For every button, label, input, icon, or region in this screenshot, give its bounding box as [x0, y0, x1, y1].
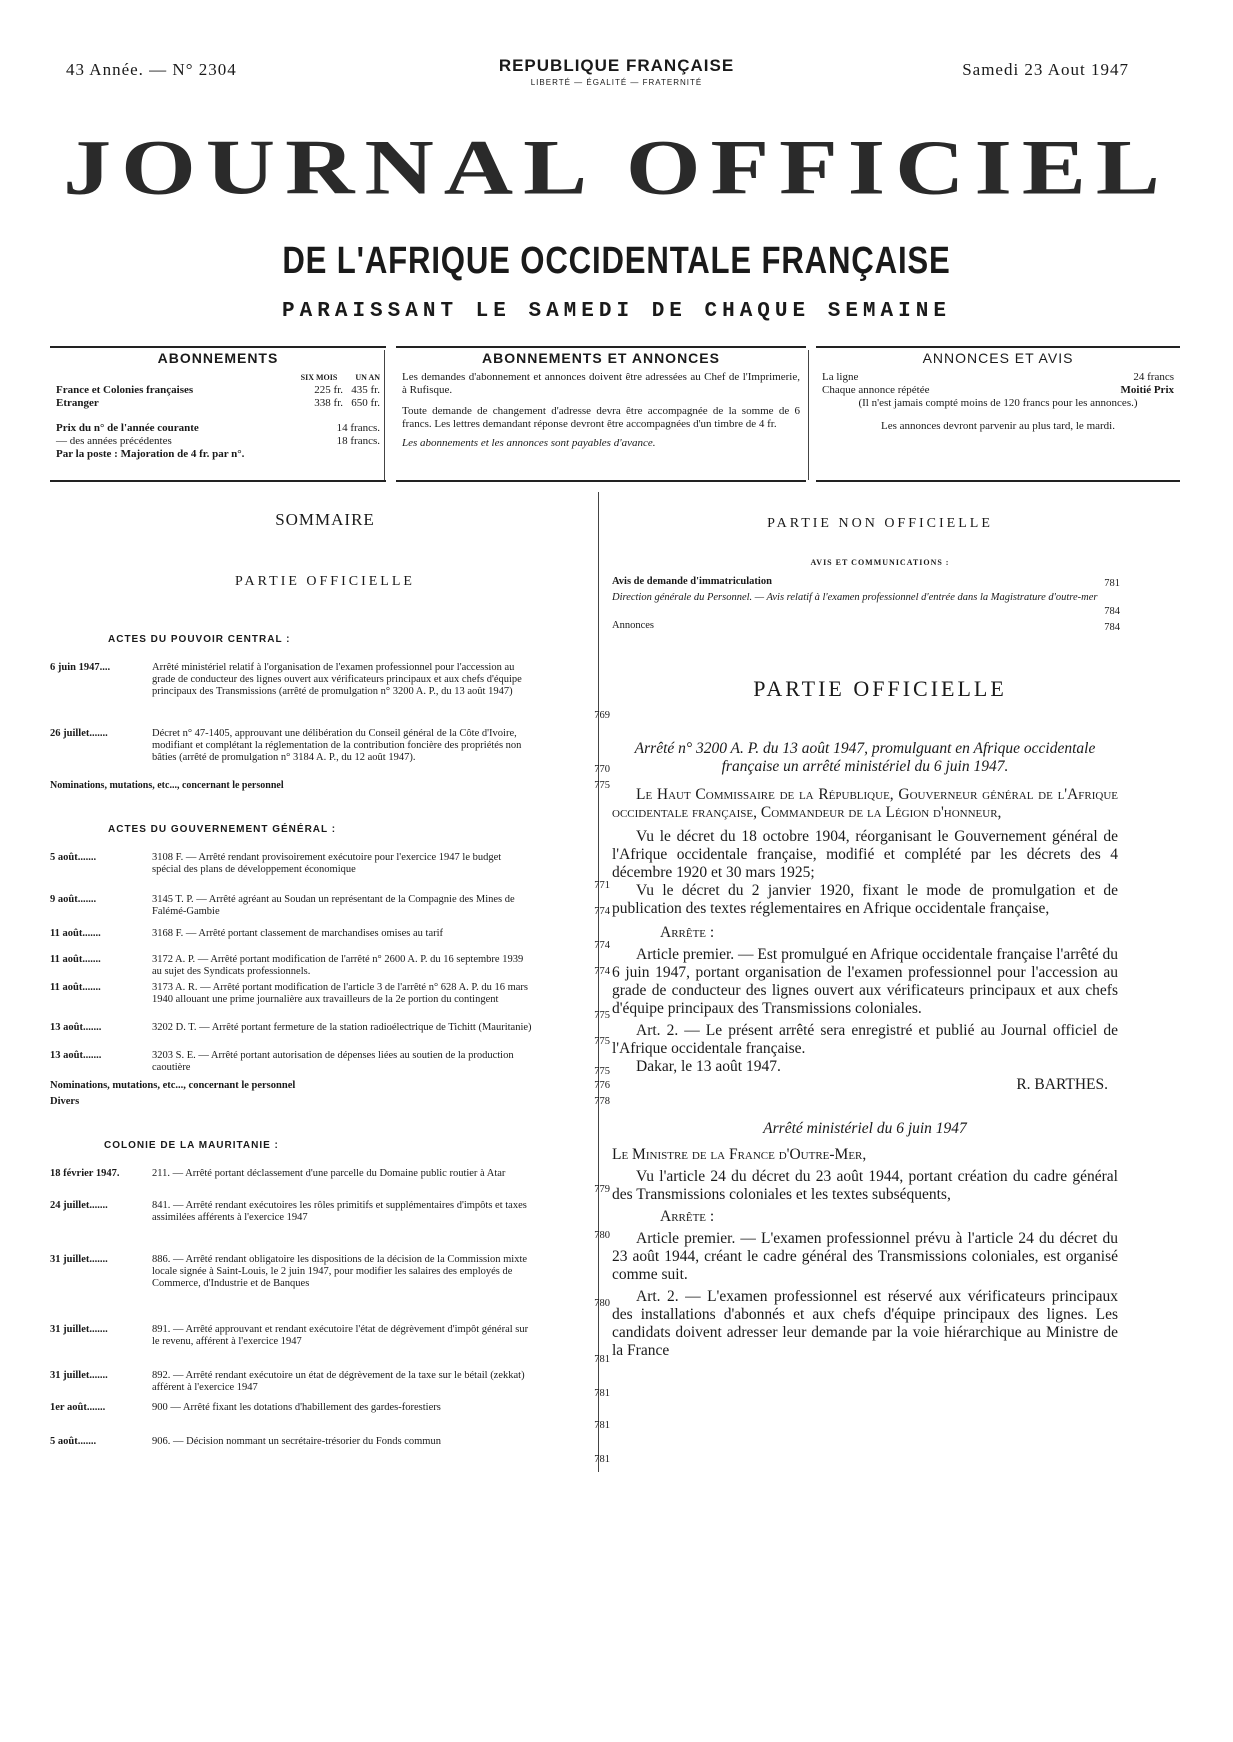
entry-page: 781	[594, 1388, 610, 1399]
entry-date: 6 juin 1947....	[50, 662, 111, 673]
entry-text: 841. — Arrêté rendant exécutoires les rôles primitifs et supplémentaires d'impôts et taxes assimilées afférents à l'exercice 1947	[152, 1200, 527, 1223]
entry-page: 775	[594, 1036, 610, 1047]
col-six-months: SIX MOIS	[300, 373, 338, 382]
entry-text: 892. — Arrêté rendant exécutoire un état de dégrèvement de la taxe sur le bétail (zekkat) afférent à l'exercice 1947	[152, 1370, 525, 1393]
entry-page: 776	[594, 1080, 610, 1091]
dakar-date: Dakar, le 13 août 1947.	[636, 1058, 781, 1075]
price-previous-value: 18 francs.	[336, 435, 380, 447]
entry-text: 900 — Arrêté fixant les dotations d'habillement des gardes-forestiers	[152, 1402, 441, 1413]
non-officielle-title: PARTIE NON OFFICIELLE	[767, 516, 993, 531]
announcements-p3: Les abonnements et les annonces sont payables d'avance.	[402, 437, 656, 449]
motto: LIBERTÉ — ÉGALITÉ — FRATERNITÉ	[530, 78, 703, 87]
entry-page: 781	[594, 1420, 610, 1431]
signature: R. BARTHES.	[1016, 1076, 1108, 1093]
officielle-title: PARTIE OFFICIELLE	[753, 676, 1007, 701]
notice-line-price	[822, 371, 1174, 384]
entry-date: 31 juillet.......	[50, 1370, 108, 1381]
vu-article-24: Vu l'article 24 du décret du 23 août 1944, portant création du cadre général des Transmissions coloniales et les textes subséquents,	[612, 1168, 1118, 1203]
sommaire-entry	[50, 1436, 610, 1468]
price-current	[56, 422, 380, 435]
announcements-p2: Toute demande de changement d'adresse devra être accompagnée de la somme de 6 francs. Les lettres demandant réponse devront être accompagnées d'un timbre de 4 fr.	[402, 405, 800, 430]
arrete-label-2: Arrête :	[660, 1208, 715, 1225]
entry-page: 775	[594, 780, 610, 791]
entry-page: 780	[594, 1298, 610, 1309]
price-current-value: 14 francs.	[336, 422, 380, 434]
entry-page: 775	[594, 1066, 610, 1077]
entry-page: 779	[594, 1184, 610, 1195]
sommaire-entry	[50, 1370, 610, 1402]
entry-text: Arrêté ministériel relatif à l'organisation de l'examen professionnel pour l'accession au grade de conducteur des lignes ouvert aux vérificateurs principaux et aux chefs d'équipe principaux des Transmissions (arrêté de promulgation n° 3200 A. P., du 13 août 1947)	[152, 662, 522, 697]
sommaire-entry	[50, 1096, 610, 1110]
entry-text: 3108 F. — Arrêté rendant provisoirement exécutoire pour l'exercice 1947 le budget spécial des plans de développement économique	[152, 852, 502, 875]
entry-text: Nominations, mutations, etc..., concernant le personnel	[50, 1080, 296, 1091]
entry-date: 1er août.......	[50, 1402, 106, 1413]
republic-label: REPUBLIQUE FRANÇAISE	[498, 56, 735, 75]
entry-date: 11 août.......	[50, 982, 101, 993]
sommaire-entry	[50, 662, 610, 722]
entry-page: 781	[594, 1354, 610, 1365]
sommaire-entry	[50, 928, 610, 956]
entry-page: 774	[594, 906, 610, 917]
non-officielle-item-text: Direction générale du Personnel. — Avis relatif à l'examen professionnel d'entrée dans la Magistrature d'outre-mer	[612, 592, 1098, 603]
avis-communications: AVIS ET COMMUNICATIONS :	[810, 558, 950, 567]
officielle-body	[612, 740, 1118, 1360]
entry-date: 24 juillet.......	[50, 1200, 108, 1211]
sommaire-entry	[50, 1402, 610, 1434]
announcements-title: ABONNEMENTS ET ANNONCES	[482, 350, 720, 366]
sommaire-entry	[50, 894, 610, 922]
entry-text: 906. — Décision nommant un secrétaire-trésorier du Fonds commun	[152, 1436, 441, 1447]
entry-text: 3203 S. E. — Arrêté portant autorisation de dépenses liées au soutien de la production caoutière	[152, 1050, 514, 1073]
announcements-p1: Les demandes d'abonnement et annonces doivent être adressées au Chef de l'Imprimerie, à Rufisque.	[402, 371, 800, 396]
entry-text: Nominations, mutations, etc..., concernant le personnel	[50, 780, 284, 791]
entry-page: 774	[594, 940, 610, 951]
non-officielle-item-text: Annonces	[612, 620, 654, 631]
entry-text: 211. — Arrêté portant déclassement d'une parcelle du Domaine public routier à Atar	[152, 1168, 506, 1179]
journal-subtitle: DE L'AFRIQUE OCCIDENTALE FRANÇAISE	[282, 240, 951, 282]
row-france-label: France et Colonies françaises	[56, 384, 194, 396]
column-divider	[598, 492, 599, 1472]
vu-decret-1904: Vu le décret du 18 octobre 1904, réorganisant le Gouvernement général de l'Afrique occidentale française, modifié et complété par les décrets des 4 décembre 1920 et 30 mars 1925;	[612, 828, 1118, 881]
sommaire-entry	[50, 852, 610, 892]
sommaire-entry	[50, 1050, 610, 1078]
row-france-year: 435 fr.	[351, 384, 380, 396]
entry-date: 31 juillet.......	[50, 1254, 108, 1265]
notice-minimum: (Il n'est jamais compté moins de 120 francs pour les annonces.)	[858, 397, 1138, 409]
notices-title: ANNONCES ET AVIS	[922, 350, 1074, 366]
journal-title: JOURNAL OFFICIEL	[63, 123, 1170, 211]
entry-text: Décret n° 47-1405, approuvant une délibération du Conseil général de la Côte d'Ivoire, modifiant et complétant la réglementation de la contribution foncière des propriétés non bâties (arrêté de promulgation n° 3184 A. P., du 12 août 1947).	[152, 728, 522, 763]
entry-page: 780	[594, 1230, 610, 1241]
sommaire-entry	[50, 982, 610, 1026]
article-premier: Article premier. — Est promulgué en Afrique occidentale française l'arrêté du 6 juin 1947, portant organisation de l'examen professionnel pour l'accession au grade de conducteur des lignes ouvert aux vérificateurs principaux et aux chefs d'équipe principaux des Transmissions coloniales.	[612, 946, 1118, 1017]
row-etranger-year: 650 fr.	[351, 397, 380, 409]
announcements-box	[396, 346, 806, 482]
col-one-year: UN AN	[355, 373, 380, 382]
sommaire-entry	[50, 728, 610, 780]
sommaire-entry	[50, 780, 610, 794]
entry-text: 3145 T. P. — Arrêté agréant au Soudan un représentant de la Compagnie des Mines de Falémé-Gambie	[152, 894, 515, 917]
entry-page: 769	[594, 710, 610, 721]
entry-text: 3168 F. — Arrêté portant classement de marchandises omises au tarif	[152, 928, 444, 939]
article-2: Art. 2. — Le présent arrêté sera enregistré et publié au Journal officiel de l'Afrique occidentale française.	[612, 1022, 1118, 1057]
notice-deadline: Les annonces devront parvenir au plus tard, le mardi.	[881, 420, 1115, 432]
issue-number: 43 Année. — N° 2304	[66, 60, 237, 79]
ministeriel-article-2: Art. 2. — L'examen professionnel est réservé aux vérificateurs principaux des installations d'abonnés et aux chefs d'équipe principaux des lignes. Les candidats doivent adresser leur demande par la voie hiérarchique au Ministre de la France	[612, 1288, 1118, 1359]
haut-commissaire: Le Haut Commissaire de la République, Gouverneur général de l'Afrique occidentale française, Commandeur de la Légion d'honneur,	[612, 786, 1118, 821]
entry-text: 3202 D. T. — Arrêté portant fermeture de la station radioélectrique de Tichitt (Mauritanie)	[152, 1022, 532, 1033]
row-etranger-six: 338 fr.	[314, 397, 344, 409]
section-gouvernement-general: ACTES DU GOUVERNEMENT GÉNÉRAL :	[108, 824, 337, 835]
entry-date: 13 août.......	[50, 1022, 102, 1033]
ministeriel-article-premier: Article premier. — L'examen professionnel prévu à l'article 24 du décret du 23 août 1944, créant le cadre général des Transmissions coloniales, est organisé comme suit.	[612, 1230, 1118, 1283]
notice-line-value: 24 francs	[1133, 371, 1174, 383]
ministre: Le Ministre de la France d'Outre-Mer,	[612, 1146, 867, 1163]
entry-date: 11 août.......	[50, 954, 101, 965]
section-mauritanie: COLONIE DE LA MAURITANIE :	[104, 1140, 279, 1151]
subscriptions-title: ABONNEMENTS	[157, 350, 279, 366]
non-officielle-item-page: 784	[1104, 606, 1120, 617]
arrete-label: Arrête :	[660, 924, 715, 941]
entry-date: 9 août.......	[50, 894, 97, 905]
entry-date: 26 juillet.......	[50, 728, 108, 739]
price-previous-label: — des années précédentes	[56, 435, 172, 447]
entry-page: 781	[594, 1454, 610, 1465]
entry-text: 886. — Arrêté rendant obligatoire les dispositions de la décision de la Commission mixte locale signée à Saint-Louis, le 2 juin 1947, pour modifier les salaires des employés de Commerce, d'Industrie et de Banques	[152, 1254, 528, 1289]
notices-box	[816, 346, 1180, 482]
notice-line-label: La ligne	[822, 371, 859, 383]
price-previous	[56, 435, 380, 448]
box-divider	[808, 350, 809, 480]
entry-date: 31 juillet.......	[50, 1324, 108, 1335]
entry-page: 775	[594, 1010, 610, 1021]
entry-page: 771	[594, 880, 610, 891]
entry-page: 770	[594, 764, 610, 775]
notice-repeat-price	[822, 384, 1174, 397]
sommaire-entry	[50, 1200, 610, 1246]
sommaire-entry	[50, 1022, 610, 1050]
subscriptions-box	[50, 346, 386, 482]
subscriptions-columns	[56, 371, 380, 384]
box-divider	[384, 350, 385, 480]
sommaire-partie-officielle: PARTIE OFFICIELLE	[235, 574, 415, 589]
sommaire-entry	[50, 1254, 610, 1314]
arrete-heading: Arrêté n° 3200 A. P. du 13 août 1947, promulguant en Afrique occidentale française un arrêté ministériel du 6 juin 1947.	[634, 740, 1096, 775]
entry-page: 774	[594, 966, 610, 977]
entry-text: 3172 A. P. — Arrêté portant modification de l'arrêté n° 2600 A. P. du 16 septembre 1939 au sujet des Syndicats professionnels.	[152, 954, 524, 977]
sommaire-entry	[50, 954, 610, 982]
row-france-six: 225 fr.	[314, 384, 344, 396]
notice-repeat-value: Moitié Prix	[1120, 384, 1174, 396]
arrete-ministeriel-heading: Arrêté ministériel du 6 juin 1947	[763, 1120, 967, 1137]
non-officielle-item-text: Avis de demande d'immatriculation	[612, 576, 772, 587]
entry-text: 3173 A. R. — Arrêté portant modification de l'article 3 de l'arrêté n° 628 A. P. du 16 mars 1940 allouant une prime journalière aux travailleurs de la 2e portion du contingent	[152, 982, 528, 1005]
non-officielle-item-page: 781	[1104, 578, 1120, 589]
entry-text: Divers	[50, 1096, 80, 1107]
row-etranger-label: Etranger	[56, 397, 99, 409]
entry-date: 5 août.......	[50, 852, 97, 863]
entry-date: 13 août.......	[50, 1050, 102, 1061]
non-officielle-item-page: 784	[1104, 622, 1120, 633]
entry-text: 891. — Arrêté approuvant et rendant exécutoire l'état de dégrèvement d'impôt général sur le revenu, afférent à l'exercice 1947	[152, 1324, 529, 1347]
post-surcharge: Par la poste : Majoration de 4 fr. par n°.	[56, 448, 245, 460]
notice-repeat-label: Chaque annonce répétée	[822, 384, 930, 396]
issue-date: Samedi 23 Aout 1947	[962, 60, 1129, 79]
section-pouvoir-central: ACTES DU POUVOIR CENTRAL :	[108, 634, 291, 645]
entry-date: 5 août.......	[50, 1436, 97, 1447]
entry-page: 778	[594, 1096, 610, 1107]
entry-date: 18 février 1947.	[50, 1168, 120, 1179]
sommaire-entry	[50, 1168, 610, 1200]
journal-tagline: PARAISSANT LE SAMEDI DE CHAQUE SEMAINE	[282, 300, 951, 323]
entry-date: 11 août.......	[50, 928, 101, 939]
row-france	[56, 384, 380, 397]
sommaire-title: SOMMAIRE	[275, 510, 375, 529]
row-etranger	[56, 397, 380, 410]
vu-decret-1920: Vu le décret du 2 janvier 1920, fixant le mode de promulgation et de publication des textes réglementaires en Afrique occidentale française,	[612, 882, 1118, 917]
sommaire-entry	[50, 1324, 610, 1370]
price-current-label: Prix du n° de l'année courante	[56, 422, 199, 434]
sommaire-entry	[50, 1080, 610, 1094]
